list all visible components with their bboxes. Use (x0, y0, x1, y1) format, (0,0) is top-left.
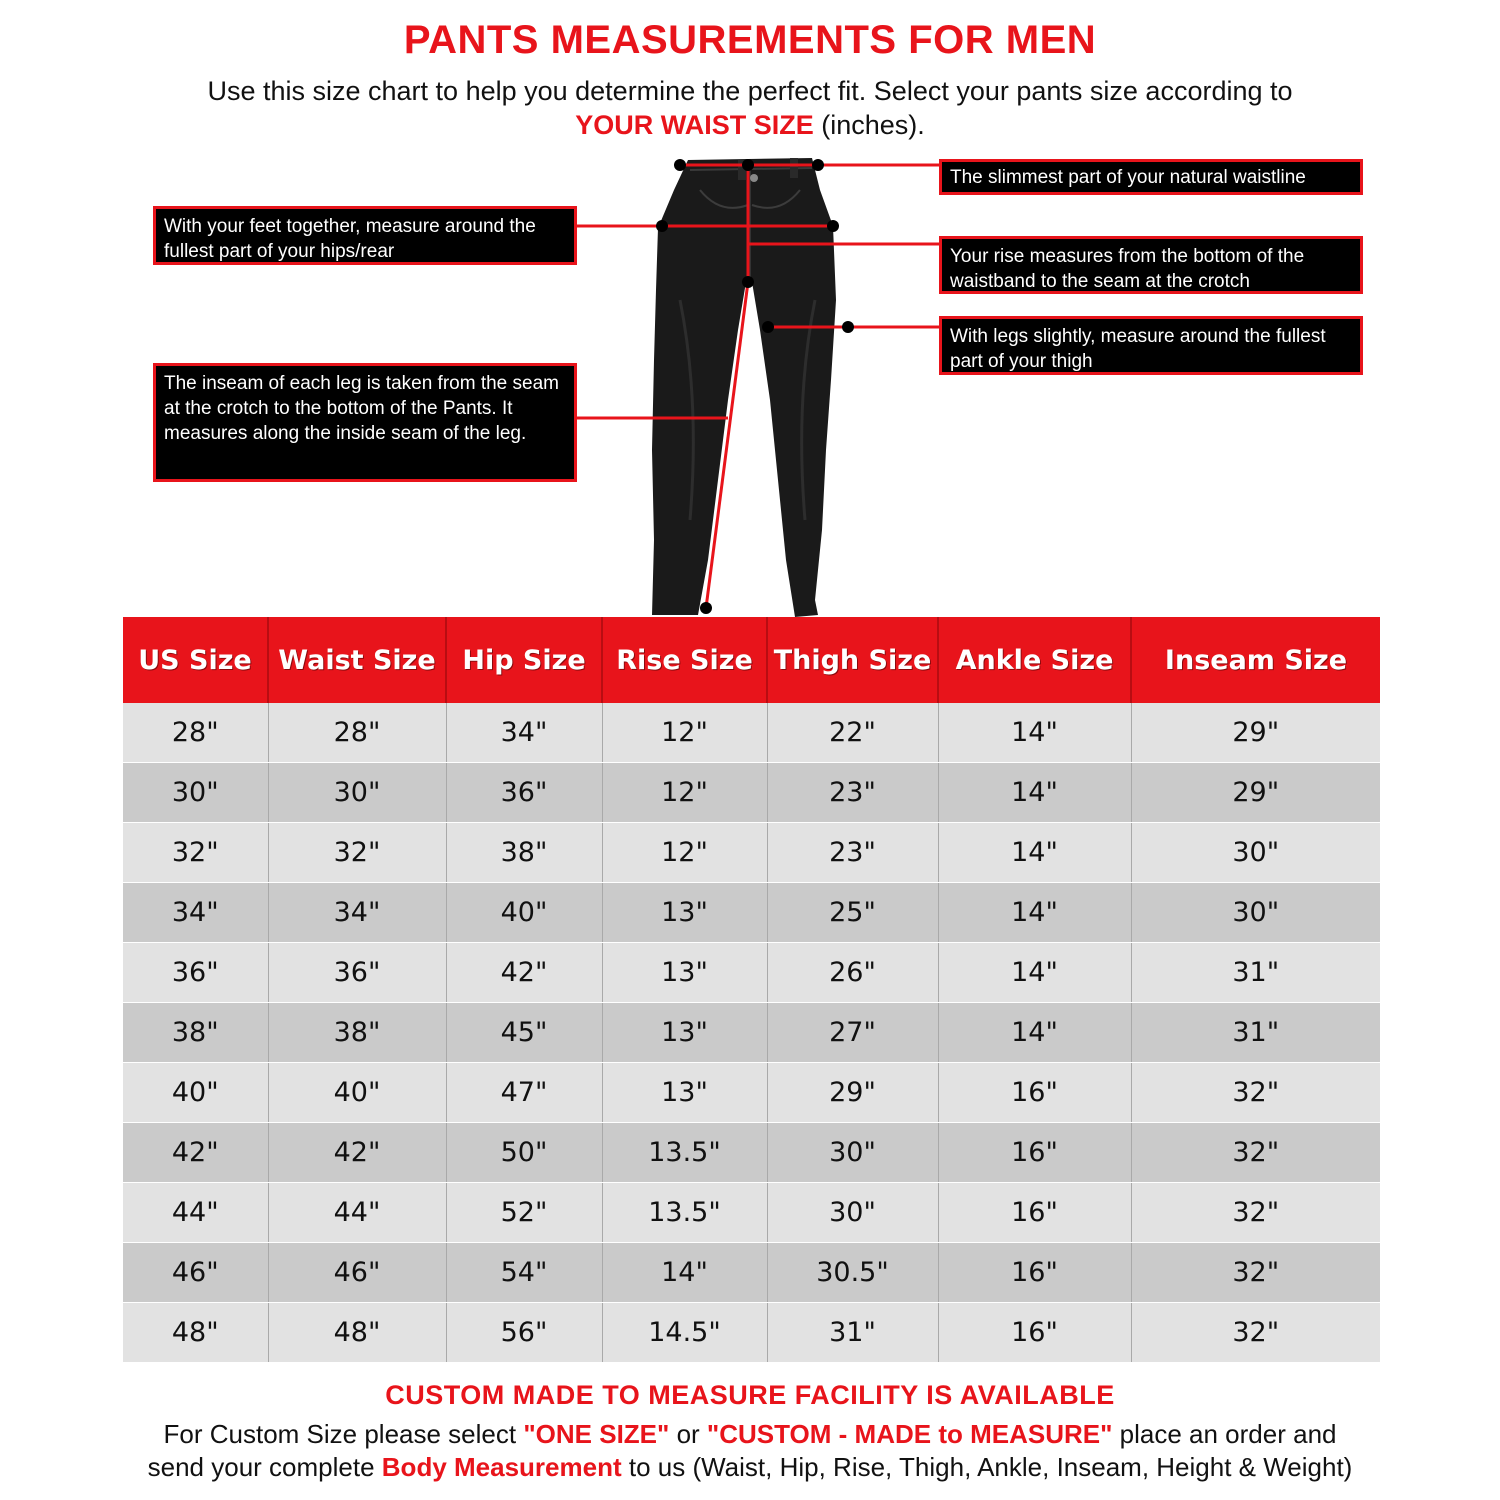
cell-ankle-size: 14" (938, 823, 1131, 883)
cell-thigh-size: 23" (767, 823, 938, 883)
header-ankle-size: Ankle Size (938, 617, 1131, 703)
cell-ankle-size: 14" (938, 703, 1131, 763)
cell-rise-size: 14" (602, 1243, 767, 1303)
cell-inseam-size: 29" (1131, 763, 1380, 823)
cell-thigh-size: 23" (767, 763, 938, 823)
intro-line-2 (0, 108, 1500, 142)
cell-inseam-size: 31" (1131, 1003, 1380, 1063)
table-row (123, 823, 1380, 883)
cell-rise-size: 12" (602, 763, 767, 823)
callout-waist: The slimmest part of your natural waistline (939, 159, 1363, 195)
cell-rise-size: 12" (602, 703, 767, 763)
header-inseam-size: Inseam Size (1131, 617, 1380, 703)
cell-rise-size: 13.5" (602, 1123, 767, 1183)
cell-hip-size: 36" (446, 763, 602, 823)
cell-thigh-size: 25" (767, 883, 938, 943)
cell-thigh-size: 27" (767, 1003, 938, 1063)
table-row (123, 703, 1380, 763)
cell-hip-size: 40" (446, 883, 602, 943)
page-title: PANTS MEASUREMENTS FOR MEN (403, 18, 1097, 62)
cell-ankle-size: 16" (938, 1303, 1131, 1363)
cell-us-size: 36" (123, 943, 268, 1003)
header-thigh-size: Thigh Size (767, 617, 938, 703)
cell-hip-size: 38" (446, 823, 602, 883)
cell-waist-size: 32" (268, 823, 446, 883)
table-body (123, 703, 1380, 1363)
table-row (123, 763, 1380, 823)
cell-rise-size: 13" (602, 883, 767, 943)
cell-us-size: 28" (123, 703, 268, 763)
cell-hip-size: 45" (446, 1003, 602, 1063)
cell-inseam-size: 29" (1131, 703, 1380, 763)
cell-rise-size: 12" (602, 823, 767, 883)
cell-hip-size: 50" (446, 1123, 602, 1183)
cell-thigh-size: 29" (767, 1063, 938, 1123)
cell-waist-size: 48" (268, 1303, 446, 1363)
cell-ankle-size: 16" (938, 1123, 1131, 1183)
custom-text-c: or (669, 1419, 707, 1449)
custom-line-2 (0, 1451, 1500, 1484)
cell-inseam-size: 32" (1131, 1183, 1380, 1243)
table-row (123, 1243, 1380, 1303)
custom-made-option: "CUSTOM - MADE to MEASURE" (706, 1419, 1113, 1449)
cell-waist-size: 38" (268, 1003, 446, 1063)
header-us-size: US Size (123, 617, 268, 703)
cell-us-size: 38" (123, 1003, 268, 1063)
cell-rise-size: 14.5" (602, 1303, 767, 1363)
cell-thigh-size: 30" (767, 1183, 938, 1243)
cell-us-size: 34" (123, 883, 268, 943)
intro-text (0, 74, 1500, 142)
size-chart (123, 617, 1380, 1363)
intro-suffix: (inches). (813, 110, 925, 140)
table-header-row (123, 617, 1380, 703)
one-size-option: "ONE SIZE" (523, 1419, 670, 1449)
cell-ankle-size: 16" (938, 1063, 1131, 1123)
cell-thigh-size: 30" (767, 1123, 938, 1183)
custom-text-f: send your complete (147, 1452, 382, 1482)
cell-thigh-size: 30.5" (767, 1243, 938, 1303)
cell-us-size: 44" (123, 1183, 268, 1243)
cell-inseam-size: 32" (1131, 1303, 1380, 1363)
cell-us-size: 30" (123, 763, 268, 823)
header-hip-size: Hip Size (446, 617, 602, 703)
cell-hip-size: 52" (446, 1183, 602, 1243)
table-row (123, 1303, 1380, 1363)
custom-heading: CUSTOM MADE TO MEASURE FACILITY IS AVAILABLE (385, 1380, 1115, 1410)
cell-ankle-size: 14" (938, 763, 1131, 823)
cell-rise-size: 13" (602, 943, 767, 1003)
table-row (123, 1063, 1380, 1123)
cell-inseam-size: 31" (1131, 943, 1380, 1003)
cell-inseam-size: 32" (1131, 1123, 1380, 1183)
cell-hip-size: 56" (446, 1303, 602, 1363)
cell-rise-size: 13" (602, 1063, 767, 1123)
measurement-points (656, 159, 854, 614)
callout-thigh: With legs slightly, measure around the fullest part of your thigh (939, 316, 1363, 375)
intro-line-1: Use this size chart to help you determine the perfect fit. Select your pants size according to (207, 76, 1293, 106)
header-waist-size: Waist Size (268, 617, 446, 703)
cell-inseam-size: 32" (1131, 1063, 1380, 1123)
cell-us-size: 40" (123, 1063, 268, 1123)
custom-text-a: For Custom Size please select (163, 1419, 524, 1449)
callout-inseam: The inseam of each leg is taken from the seam at the crotch to the bottom of the Pants. It measures along the inside seam of the leg. (153, 363, 577, 482)
cell-waist-size: 36" (268, 943, 446, 1003)
table-row (123, 883, 1380, 943)
cell-waist-size: 44" (268, 1183, 446, 1243)
cell-inseam-size: 30" (1131, 823, 1380, 883)
cell-thigh-size: 26" (767, 943, 938, 1003)
cell-inseam-size: 32" (1131, 1243, 1380, 1303)
cell-hip-size: 47" (446, 1063, 602, 1123)
cell-ankle-size: 14" (938, 943, 1131, 1003)
cell-waist-size: 42" (268, 1123, 446, 1183)
custom-line-1 (0, 1418, 1500, 1451)
cell-rise-size: 13" (602, 1003, 767, 1063)
cell-waist-size: 46" (268, 1243, 446, 1303)
cell-hip-size: 34" (446, 703, 602, 763)
cell-thigh-size: 31" (767, 1303, 938, 1363)
table-row (123, 1003, 1380, 1063)
cell-us-size: 32" (123, 823, 268, 883)
cell-waist-size: 34" (268, 883, 446, 943)
table-row (123, 1183, 1380, 1243)
size-table (123, 617, 1380, 1363)
cell-thigh-size: 22" (767, 703, 938, 763)
cell-ankle-size: 16" (938, 1243, 1131, 1303)
cell-us-size: 48" (123, 1303, 268, 1363)
cell-ankle-size: 14" (938, 1003, 1131, 1063)
cell-inseam-size: 30" (1131, 883, 1380, 943)
measurement-lines (577, 165, 939, 608)
intro-highlight: YOUR WAIST SIZE (575, 110, 814, 140)
pants-illustration (652, 158, 836, 617)
callout-rise: Your rise measures from the bottom of the waistband to the seam at the crotch (939, 236, 1363, 294)
header-rise-size: Rise Size (602, 617, 767, 703)
callout-hip: With your feet together, measure around the fullest part of your hips/rear (153, 206, 577, 265)
table-row (123, 1123, 1380, 1183)
cell-waist-size: 40" (268, 1063, 446, 1123)
body-measurement-highlight: Body Measurement (381, 1452, 622, 1482)
cell-waist-size: 30" (268, 763, 446, 823)
cell-us-size: 46" (123, 1243, 268, 1303)
table-row (123, 943, 1380, 1003)
cell-rise-size: 13.5" (602, 1183, 767, 1243)
cell-waist-size: 28" (268, 703, 446, 763)
cell-ankle-size: 14" (938, 883, 1131, 943)
cell-us-size: 42" (123, 1123, 268, 1183)
custom-text-e: place an order and (1112, 1419, 1337, 1449)
cell-hip-size: 54" (446, 1243, 602, 1303)
cell-hip-size: 42" (446, 943, 602, 1003)
custom-text-g: to us (Waist, Hip, Rise, Thigh, Ankle, Inseam, Height & Weight) (621, 1452, 1353, 1482)
cell-ankle-size: 16" (938, 1183, 1131, 1243)
custom-instructions (0, 1418, 1500, 1484)
